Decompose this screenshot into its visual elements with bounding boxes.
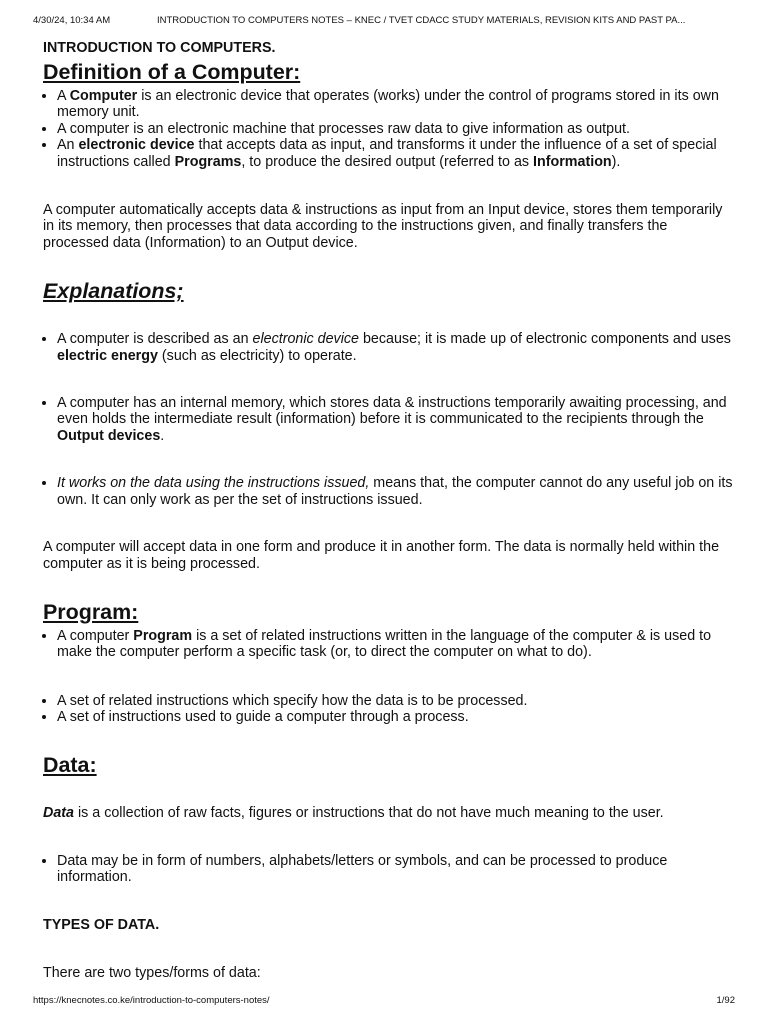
- bold-term: Output devices: [57, 427, 161, 444]
- bold-italic-term: Data: [43, 804, 74, 821]
- types-heading: TYPES OF DATA.: [43, 916, 160, 933]
- explanation-list-3: [43, 475, 733, 508]
- program-heading: Program:: [43, 599, 139, 624]
- bold-term: Information: [533, 153, 612, 170]
- print-header: [33, 15, 738, 26]
- text-run: is an electronic device that operates (works) under the control of programs stored in its own memory unit.: [57, 88, 719, 121]
- text-run: (such as electricity) to operate.: [157, 347, 357, 364]
- text-run: A computer has an internal memory, which stores data & instructions temporarily awaiting processing, and even holds the intermediate result (information) before it is communicated to the recipients through the: [57, 395, 727, 428]
- italic-term: electronic device: [252, 331, 359, 348]
- bold-term: Computer: [69, 88, 138, 104]
- program-list-1: [43, 628, 733, 661]
- paragraph-accepts: A computer automatically accepts data & instructions as input from an Input device, stores them temporarily in its memory, then processes that data according to the instructions given, and finally transfers the processed data (Information) to an Output device.: [43, 202, 723, 251]
- types-intro: There are two types/forms of data:: [43, 964, 261, 981]
- bold-term: electric energy: [57, 347, 158, 364]
- text-run: A computer is described as an: [57, 331, 253, 348]
- paragraph-form: A computer will accept data in one form and produce it in another form. The data is normally held within the computer as it is being processed.: [43, 539, 720, 572]
- text-run: .: [160, 427, 165, 444]
- text-run: ).: [611, 153, 621, 170]
- text-run: A computer is an electronic machine that processes raw data to give information as output.: [57, 120, 630, 137]
- list-item: • Data may be in form of numbers, alphabets/letters or symbols, and can be processed to produce information.: [57, 853, 733, 886]
- explanation-list-1: [43, 331, 733, 364]
- program-list-2: [43, 693, 733, 726]
- explanations-heading: Explanations;: [43, 279, 184, 304]
- print-page-number: 1/92: [716, 995, 735, 1006]
- bold-term: electronic device: [78, 137, 195, 154]
- text-run: A computer: [57, 627, 134, 644]
- bold-term: Program: [133, 627, 193, 644]
- definition-heading: Definition of a Computer:: [43, 60, 301, 84]
- text-run: means that, the computer cannot do any useful job on its own. It can only work as per the set of instructions issued.: [57, 475, 733, 508]
- print-timestamp: 4/30/24, 10:34 AM: [33, 15, 111, 26]
- print-page-title: INTRODUCTION TO COMPUTERS NOTES – KNEC / TVET CDACC STUDY MATERIALS, REVISION KITS AND PAST PA...: [157, 15, 686, 26]
- list-item: • A set of related instructions which specify how the data is to be processed.: [57, 693, 733, 709]
- text-run: , to produce the desired output (referred to as: [241, 153, 534, 170]
- definition-list: [43, 88, 733, 170]
- text-run: A: [57, 88, 70, 104]
- list-item: [57, 121, 733, 137]
- data-list: [43, 853, 733, 886]
- data-heading: Data:: [43, 752, 97, 777]
- bold-term: Programs: [174, 153, 242, 170]
- text-run: is a collection of raw facts, figures or instructions that do not have much meaning to the user.: [74, 804, 664, 821]
- document-body: [43, 40, 733, 981]
- list-item: [57, 628, 733, 661]
- text-run: An: [57, 137, 79, 154]
- list-item: [57, 88, 733, 121]
- document-title: INTRODUCTION TO COMPUTERS.: [43, 40, 276, 56]
- text-run: that accepts data as input, and transforms it under the influence of a set of special instructions called: [57, 137, 717, 170]
- list-item: [57, 331, 733, 364]
- data-definition: [43, 805, 733, 821]
- print-footer: [33, 995, 735, 1006]
- list-item: [57, 137, 733, 170]
- list-item: [57, 395, 733, 444]
- print-url: https://knecnotes.co.ke/introduction-to-computers-notes/: [33, 995, 270, 1006]
- italic-term: It works on the data using the instructions issued,: [57, 475, 370, 492]
- list-item: • A set of instructions used to guide a computer through a process.: [57, 709, 733, 725]
- list-item: [57, 475, 733, 508]
- explanation-list-2: [43, 395, 733, 444]
- text-run: because; it is made up of electronic components and uses: [359, 331, 731, 348]
- text-run: is a set of related instructions written in the language of the computer & is used to make the computer perform a specific task (or, to direct the computer on what to do).: [57, 627, 712, 661]
